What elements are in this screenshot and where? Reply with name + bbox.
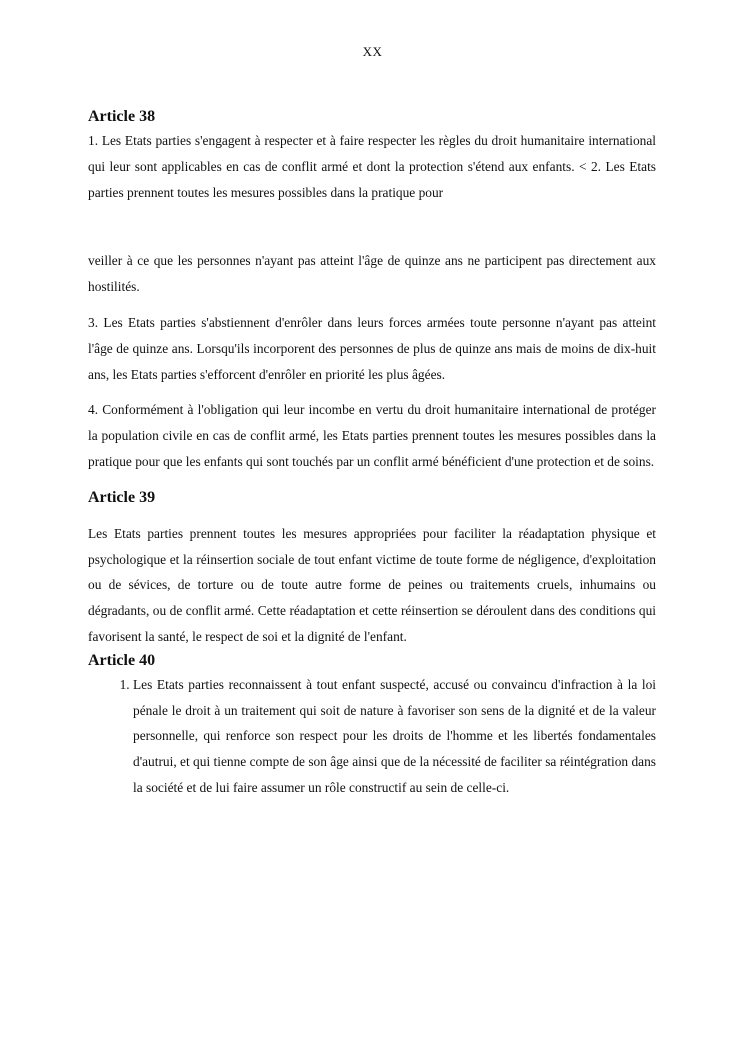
page-number: XX — [362, 44, 383, 59]
article-38-paragraph-1: 1. Les Etats parties s'engagent à respecter et à faire respecter les règles du droit humanitaire international qui leur sont applicables en cas de conflit armé et dont la protection s'étend aux enfants. < 2. Les Etats parties prennent toutes les mesures possibles dans la pratique pour — [88, 133, 656, 200]
section-gap — [88, 475, 656, 487]
article-40-heading: Article 40 — [88, 651, 156, 669]
article-38-paragraph-2: veiller à ce que les personnes n'ayant pas atteint l'âge de quinze ans ne participent pas directement aux hostilités. — [88, 253, 656, 295]
document-body — [88, 106, 656, 801]
article-40-list — [88, 672, 656, 801]
article-39-heading: Article 39 — [88, 488, 156, 506]
paragraph-gap — [88, 205, 656, 248]
article-40-item-1: 1. Les Etats parties reconnaissent à tout enfant suspecté, accusé ou convaincu d'infraction à la loi pénale le droit à un traitement qui soit de nature à favoriser son sens de la dignité et de la valeur personnelle, qui renforce son respect pour les droits de l'homme et les libertés fondamentales d'autrui, et qui tienne compte de son âge ainsi que de la nécessité de faciliter sa réintégration dans la société et de lui faire assumer un rôle constructif au sein de celle-ci. — [133, 672, 656, 801]
section-gap — [88, 509, 656, 521]
paragraph-gap — [88, 387, 656, 397]
paragraph-gap — [88, 300, 656, 310]
article-38-heading: Article 38 — [88, 108, 156, 125]
article-38-paragraph-4: 4. Conformément à l'obligation qui leur incombe en vertu du droit humanitaire international de protéger la population civile en cas de conflit armé, les Etats parties prennent toutes les mesures possibles dans la pratique pour que les enfants qui sont touchés par un conflit armé bénéficient d'une protection et de soins. — [88, 402, 656, 469]
article-38-paragraph-3: 3. Les Etats parties s'abstiennent d'enrôler dans leurs forces armées toute personne n'ayant pas atteint l'âge de quinze ans. Lorsqu'ils incorporent des personnes de plus de quinze ans mais de moins de dix-huit ans, les Etats parties s'efforcent d'enrôler en priorité les plus âgées. — [88, 314, 656, 382]
article-39-paragraph-1: Les Etats parties prennent toutes les mesures appropriées pour faciliter la réadaptation physique et psychologique et la réinsertion sociale de tout enfant victime de toute forme de négligence, d'exploitation ou de sévices, de torture ou de toute autre forme de peines ou traitements cruels, inhumains ou dégradants, ou de conflit armé. Cette réadaptation et cette réinsertion se déroulent dans des conditions qui favorisent la santé, le respect de soi et la dignité de l'enfant. — [88, 525, 656, 644]
